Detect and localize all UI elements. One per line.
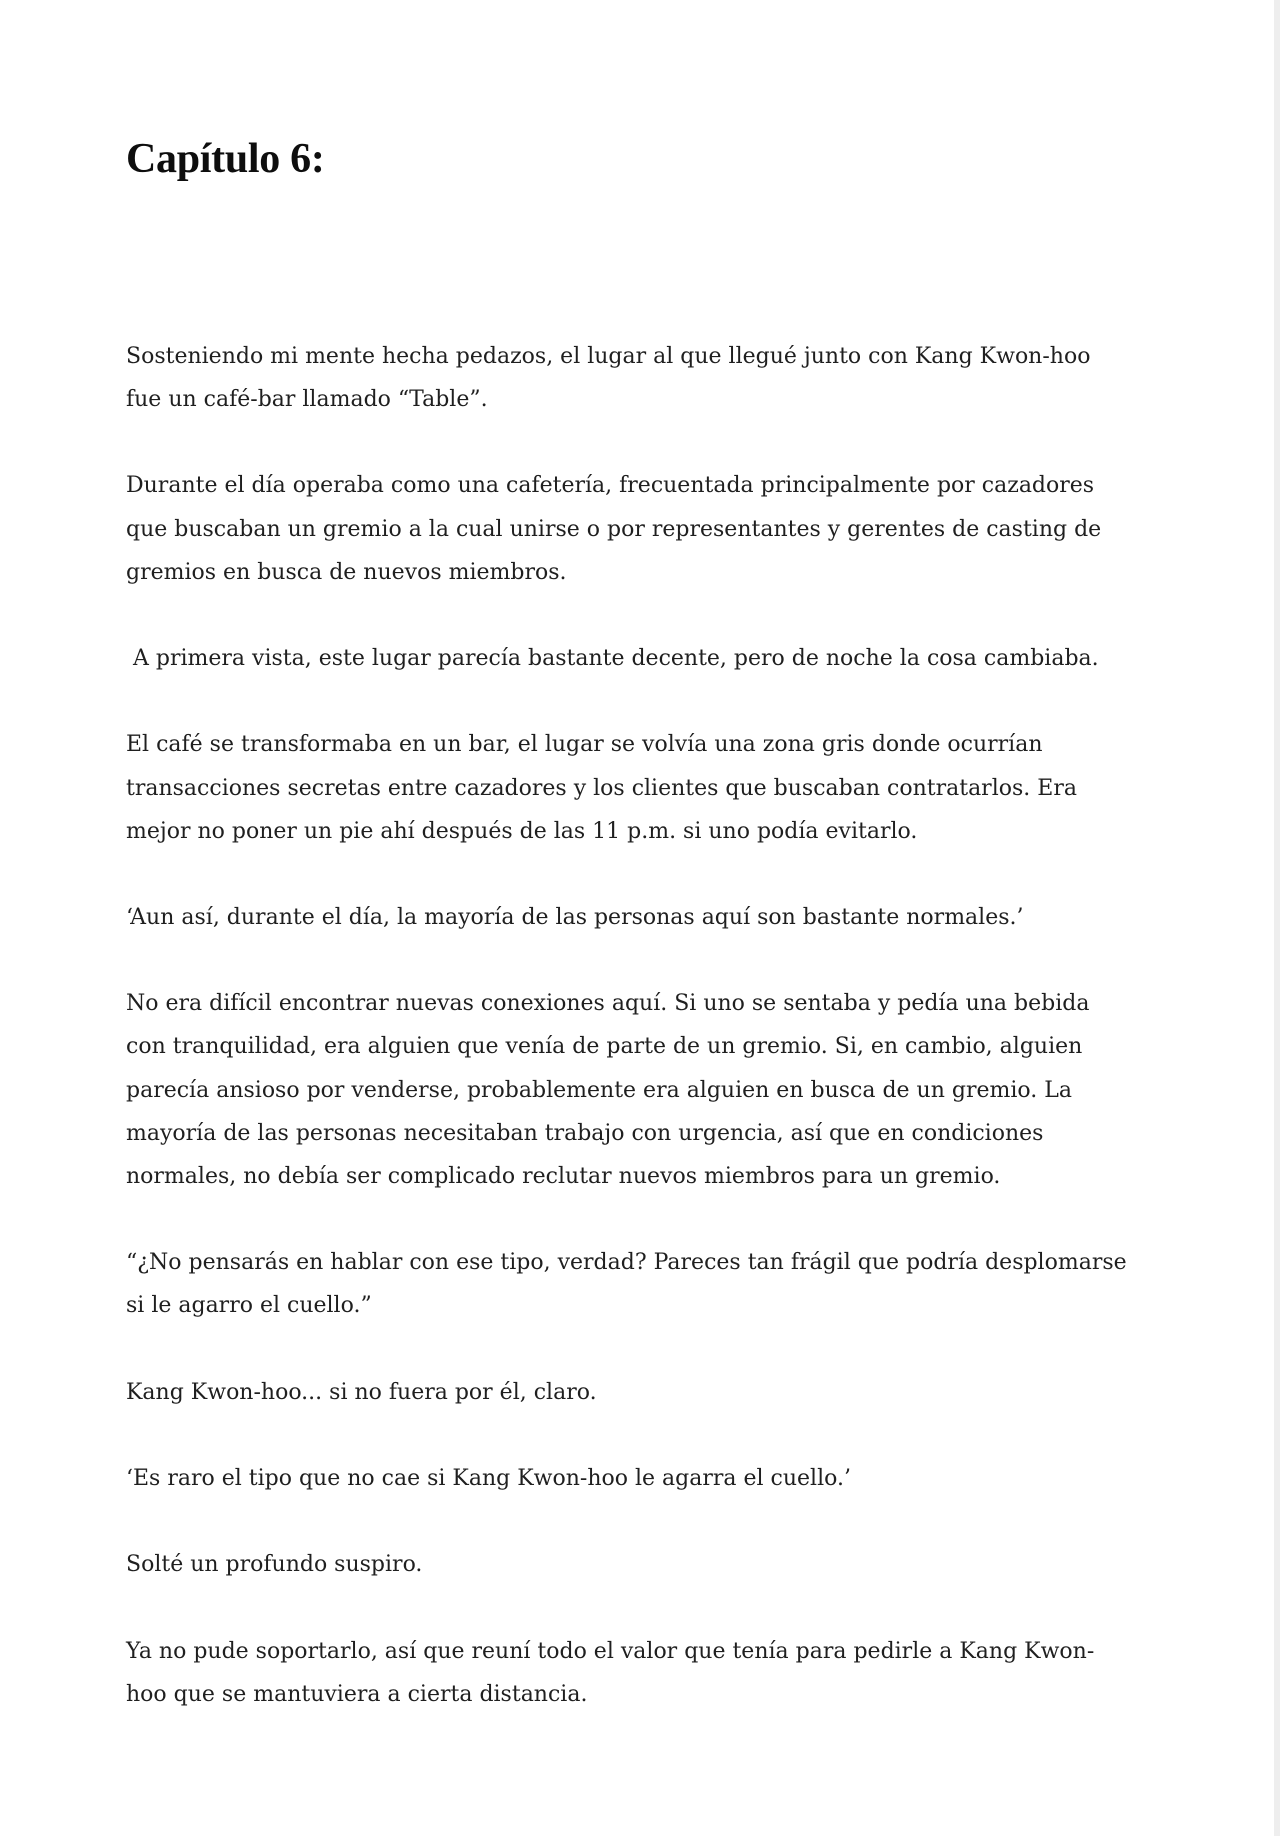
chapter-body bbox=[126, 335, 1256, 1759]
paragraph bbox=[126, 1457, 1256, 1500]
paragraph-line: mejor no poner un pie ahí después de las 11 p.m. si uno podía evitarlo. bbox=[126, 818, 918, 844]
paragraph-line: que buscaban un gremio a la cual unirse o por representantes y gerentes de casting de bbox=[126, 516, 1102, 542]
paragraph-line: si le agarro el cuello.” bbox=[126, 1293, 372, 1319]
paragraph-line: con tranquilidad, era alguien que venía de parte de un gremio. Si, en cambio, alguien bbox=[126, 1034, 1083, 1060]
paragraph-line: “¿No pensarás en hablar con ese tipo, verdad? Pareces tan frágil que podría desplomarse bbox=[126, 1250, 1127, 1276]
paragraph bbox=[126, 1630, 1256, 1716]
page-edge-strip bbox=[1274, 0, 1280, 1836]
paragraph-line: Sosteniendo mi mente hecha pedazos, el lugar al que llegué junto con Kang Kwon-hoo bbox=[126, 344, 1091, 369]
paragraph bbox=[126, 335, 1256, 421]
paragraph bbox=[126, 896, 1256, 939]
paragraph bbox=[126, 1371, 1256, 1414]
paragraph-line: Kang Kwon-hoo... si no fuera por él, claro. bbox=[126, 1379, 597, 1405]
paragraph-line: A primera vista, este lugar parecía bastante decente, pero de noche la cosa cambiaba. bbox=[126, 646, 1099, 672]
paragraph bbox=[126, 1241, 1256, 1327]
paragraph bbox=[126, 1543, 1256, 1586]
paragraph-line: Ya no pude soportarlo, así que reuní todo el valor que tenía para pedirle a Kang Kwon- bbox=[126, 1638, 1095, 1664]
paragraph-line: transacciones secretas entre cazadores y los clientes que buscaban contratarlos. Era bbox=[126, 775, 1077, 801]
paragraph-line: normales, no debía ser complicado reclutar nuevos miembros para un gremio. bbox=[126, 1163, 1001, 1189]
paragraph-line: No era difícil encontrar nuevas conexiones aquí. Si uno se sentaba y pedía una bebida bbox=[126, 991, 1090, 1017]
paragraph-line: fue un café-bar llamado “Table”. bbox=[126, 387, 488, 413]
chapter-title: Capítulo 6: bbox=[126, 136, 325, 182]
paragraph-line: ‘Es raro el tipo que no cae si Kang Kwon-hoo le agarra el cuello.’ bbox=[126, 1465, 851, 1491]
paragraph bbox=[126, 982, 1256, 1198]
paragraph-line: Durante el día operaba como una cafetería, frecuentada principalmente por cazadores bbox=[126, 473, 1095, 499]
paragraph-line: El café se transformaba en un bar, el lugar se volvía una zona gris donde ocurrían bbox=[126, 732, 1043, 758]
paragraph bbox=[126, 637, 1256, 680]
paragraph bbox=[126, 723, 1256, 852]
paragraph bbox=[126, 464, 1256, 593]
paragraph-line: hoo que se mantuviera a cierta distancia. bbox=[126, 1681, 588, 1707]
paragraph-line: parecía ansioso por venderse, probablemente era alguien en busca de un gremio. La bbox=[126, 1077, 1072, 1103]
paragraph-line: Solté un profundo suspiro. bbox=[126, 1552, 423, 1578]
paragraph-line: ‘Aun así, durante el día, la mayoría de las personas aquí son bastante normales.’ bbox=[126, 904, 1024, 930]
paragraph-line: gremios en busca de nuevos miembros. bbox=[126, 559, 567, 585]
paragraph-line: mayoría de las personas necesitaban trabajo con urgencia, así que en condiciones bbox=[126, 1120, 1044, 1146]
